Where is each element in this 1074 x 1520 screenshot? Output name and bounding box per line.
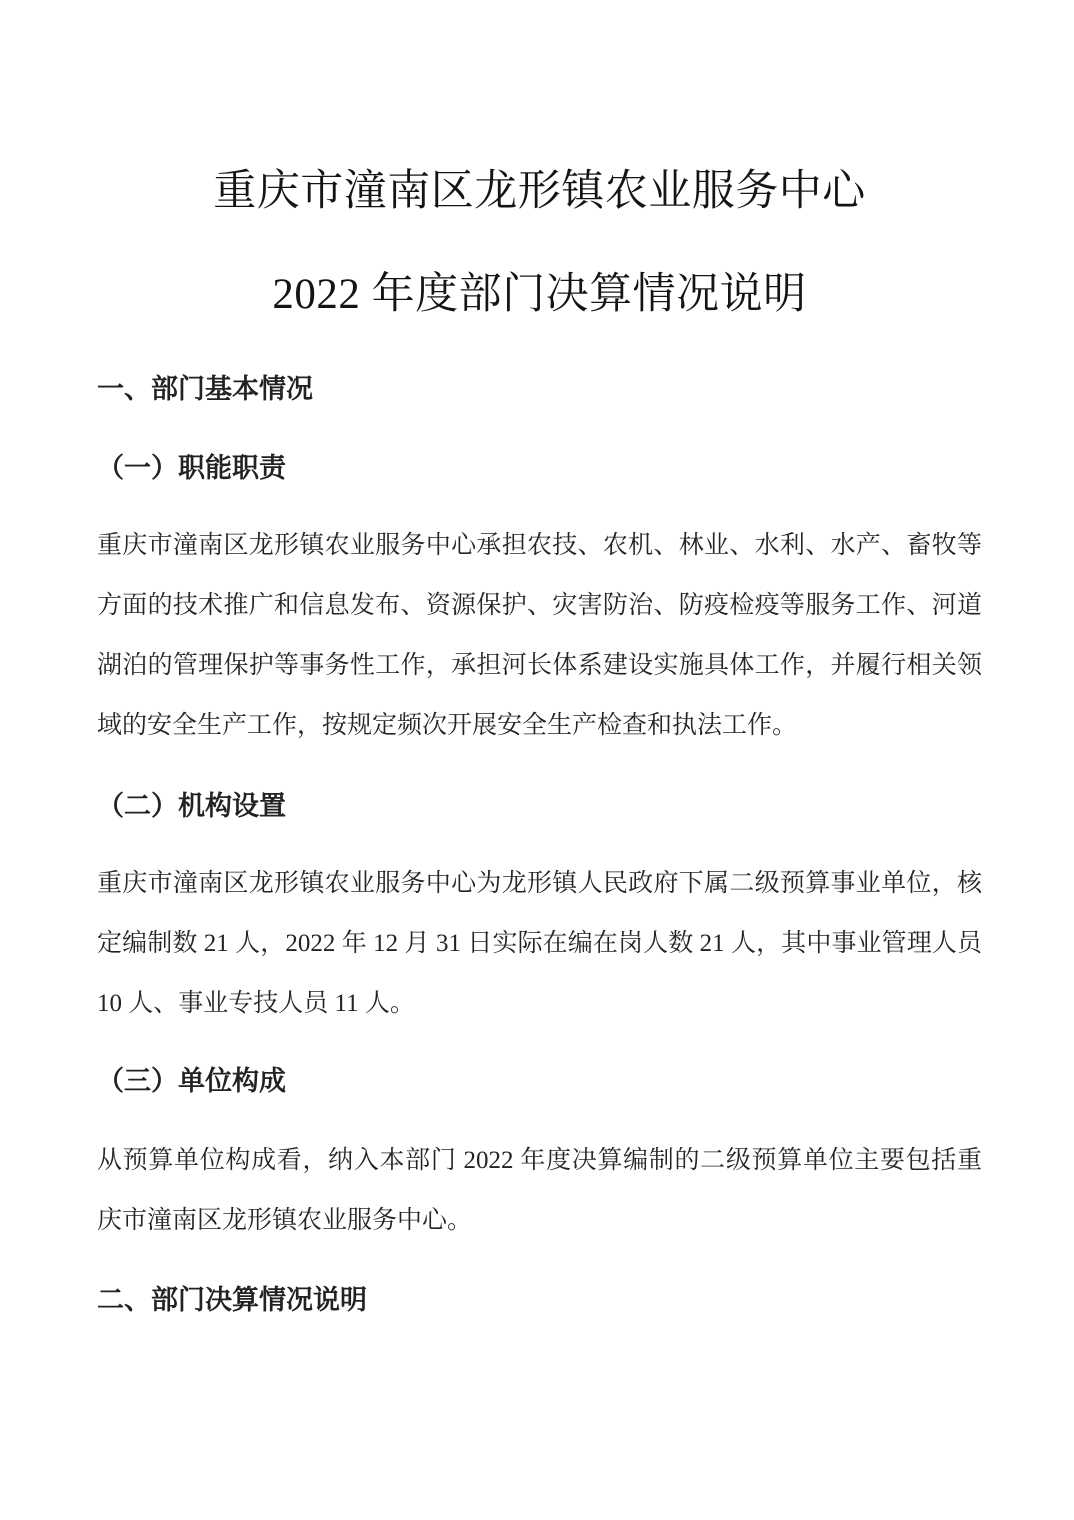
- section-2-heading: 二、部门决算情况说明: [97, 1285, 367, 1315]
- section-1-sub-1-paragraph: 重庆市潼南区龙形镇农业服务中心承担农技、农机、林业、水利、水产、畜牧等方面的技术推广和信息发布、资源保护、灾害防治、防疫检疫等服务工作、河道湖泊的管理保护等事务性工作，承担河长体系建设实施具体工作，并履行相关领域的安全生产工作，按规定频次开展安全生产检查和执法工作。: [97, 532, 982, 739]
- section-1-sub-2-paragraph: 重庆市潼南区龙形镇农业服务中心为龙形镇人民政府下属二级预算事业单位，核定编制数 21 人，2022 年 12 月 31 日实际在编在岗人数 21 人，其中事业管理人员 10 人、事业专技人员 11 人。: [97, 870, 982, 1017]
- section-1-sub-1-heading: （一）职能职责: [97, 453, 286, 483]
- section-1-sub-3-paragraph: 从预算单位构成看，纳入本部门 2022 年度决算编制的二级预算单位主要包括重庆市潼南区龙形镇农业服务中心。: [97, 1147, 982, 1234]
- section-1-sub-2-heading: （二）机构设置: [97, 791, 286, 821]
- document-title: 重庆市潼南区龙形镇农业服务中心: [213, 168, 866, 215]
- document-subtitle: 2022 年度部门决算情况说明: [272, 271, 807, 318]
- section-1-heading: 一、部门基本情况: [97, 374, 313, 404]
- section-1-sub-3-heading: （三）单位构成: [97, 1066, 286, 1096]
